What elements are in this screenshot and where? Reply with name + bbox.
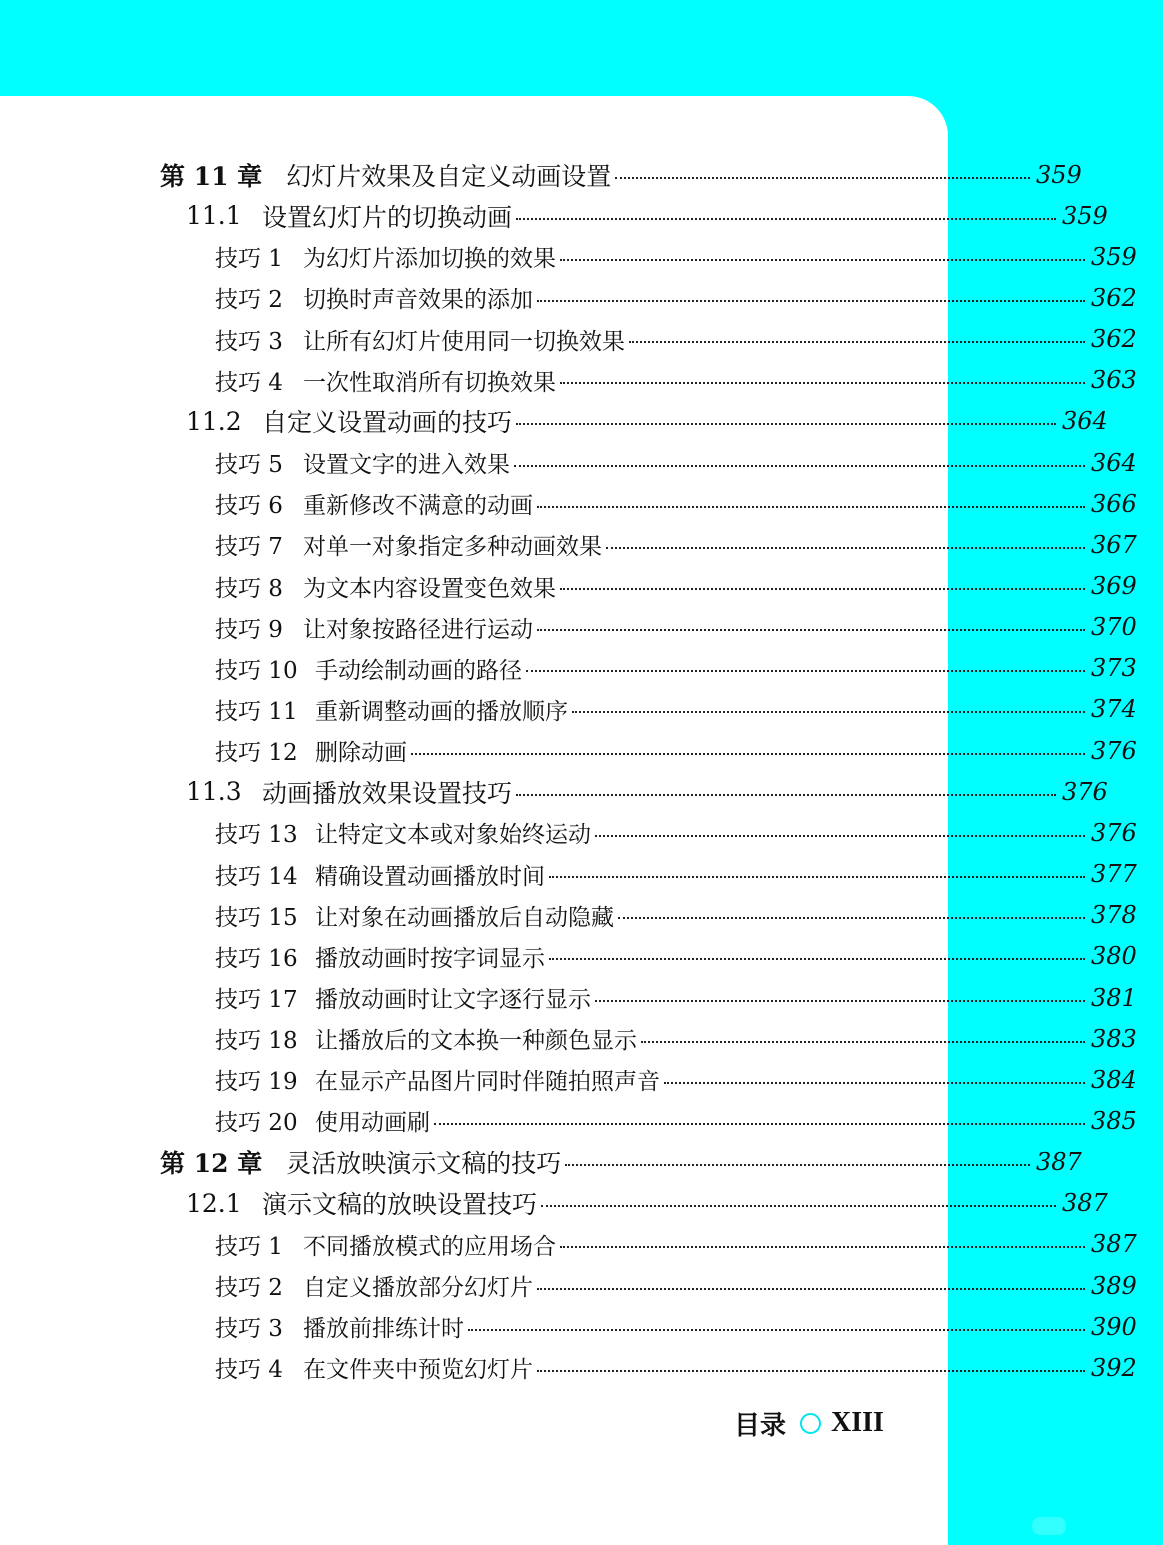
entry-number: 技巧 3 xyxy=(215,328,283,355)
entry-page-number: 373 xyxy=(1091,654,1137,683)
entry-page-number: 387 xyxy=(1036,1148,1082,1177)
entry-title: 让播放后的文本换一种颜色显示 xyxy=(315,1028,637,1055)
toc-tip-row[interactable] xyxy=(0,977,1163,1018)
entry-page-number: 376 xyxy=(1091,736,1137,765)
circle-icon xyxy=(800,1413,821,1434)
entry-page-number: 369 xyxy=(1091,572,1137,600)
entry-title: 幻灯片效果及自定义动画设置 xyxy=(286,161,612,191)
entry-title: 删除动画 xyxy=(315,740,407,767)
entry-title: 一次性取消所有切换效果 xyxy=(303,369,556,396)
entry-title: 切换时声音效果的添加 xyxy=(303,287,533,314)
dot-leader xyxy=(549,958,1085,960)
entry-page-number: 380 xyxy=(1091,942,1137,971)
entry-number: 技巧 1 xyxy=(215,246,283,273)
entry-page-number: 362 xyxy=(1091,283,1137,312)
entry-title: 动画播放效果设置技巧 xyxy=(262,778,513,808)
entry-title: 让对象按路径进行运动 xyxy=(303,616,533,643)
entry-page-number: 366 xyxy=(1091,489,1137,518)
toc-tip-row[interactable] xyxy=(0,566,1163,607)
entry-page-number: 384 xyxy=(1091,1065,1137,1094)
entry-title: 精确设置动画播放时间 xyxy=(315,863,545,890)
entry-number: 技巧 5 xyxy=(215,452,283,479)
entry-title: 不同播放模式的应用场合 xyxy=(303,1233,556,1260)
entry-number: 第 11 章 xyxy=(160,161,263,191)
entry-number: 技巧 2 xyxy=(215,1275,283,1302)
entry-page-number: 359 xyxy=(1062,201,1108,230)
toc-tip-row[interactable] xyxy=(0,483,1163,524)
entry-number: 技巧 15 xyxy=(215,904,298,931)
toc-section-row[interactable] xyxy=(0,401,1134,442)
entry-page-number: 376 xyxy=(1062,777,1108,806)
entry-title: 播放动画时让文字逐行显示 xyxy=(315,987,591,1013)
toc-tip-row[interactable] xyxy=(0,648,1163,689)
toc-tip-row[interactable] xyxy=(0,277,1163,318)
dot-leader xyxy=(549,876,1085,878)
book-page xyxy=(0,96,1137,1545)
toc-tip-row[interactable] xyxy=(0,442,1163,483)
entry-page-number: 364 xyxy=(1062,407,1108,436)
entry-page-number: 377 xyxy=(1091,860,1137,889)
dot-leader xyxy=(641,1041,1085,1043)
dot-leader xyxy=(541,1205,1056,1207)
toc-tip-row[interactable] xyxy=(0,895,1163,936)
entry-page-number: 390 xyxy=(1091,1312,1137,1341)
toc-tip-row[interactable] xyxy=(0,936,1163,977)
toc-tip-row[interactable] xyxy=(0,607,1163,648)
dot-leader xyxy=(560,588,1085,590)
entry-title: 为文本内容设置变色效果 xyxy=(303,575,556,602)
entry-title: 播放前排练计时 xyxy=(303,1316,464,1343)
dot-leader xyxy=(560,382,1085,384)
page-footer xyxy=(734,1403,884,1443)
dot-leader xyxy=(537,1370,1085,1372)
toc-tip-row[interactable] xyxy=(0,730,1163,771)
toc-tip-row[interactable] xyxy=(0,1347,1163,1388)
entry-number: 技巧 10 xyxy=(215,657,298,684)
entry-page-number: 364 xyxy=(1091,448,1137,477)
entry-number: 技巧 18 xyxy=(215,1028,298,1055)
dot-leader xyxy=(434,1123,1085,1125)
entry-number: 技巧 20 xyxy=(215,1110,298,1137)
entry-page-number: 367 xyxy=(1091,530,1137,559)
entry-page-number: 387 xyxy=(1062,1189,1108,1218)
entry-number: 技巧 4 xyxy=(215,1357,283,1384)
page-number: XIII xyxy=(831,1407,884,1438)
dot-leader xyxy=(537,629,1085,631)
entry-title: 手动绘制动画的路径 xyxy=(315,657,522,684)
entry-title: 使用动画刷 xyxy=(315,1110,430,1137)
entry-number: 技巧 14 xyxy=(215,863,298,890)
dot-leader xyxy=(595,1000,1085,1002)
toc-section-row[interactable] xyxy=(0,1183,1134,1224)
dot-leader xyxy=(537,300,1085,302)
entry-page-number: 383 xyxy=(1091,1024,1137,1053)
entry-number: 技巧 11 xyxy=(215,698,298,725)
entry-page-number: 381 xyxy=(1091,983,1137,1012)
toc-tip-row[interactable] xyxy=(0,854,1163,895)
entry-title: 在文件夹中预览幻灯片 xyxy=(303,1357,533,1384)
dot-leader xyxy=(516,423,1056,425)
dot-leader xyxy=(411,753,1085,755)
entry-title: 为幻灯片添加切换的效果 xyxy=(303,246,556,273)
toc-tip-row[interactable] xyxy=(0,1306,1163,1347)
entry-page-number: 374 xyxy=(1091,695,1137,724)
dot-leader xyxy=(664,1082,1085,1084)
toc-tip-row[interactable] xyxy=(0,812,1163,853)
dot-leader xyxy=(595,835,1085,837)
entry-page-number: 389 xyxy=(1091,1271,1137,1300)
dot-leader xyxy=(537,1288,1085,1290)
entry-number: 技巧 19 xyxy=(215,1069,298,1096)
dot-leader xyxy=(514,465,1085,467)
footer-label: 目录 xyxy=(734,1410,787,1441)
dot-leader xyxy=(560,1246,1085,1248)
toc-tip-row[interactable] xyxy=(0,1224,1163,1265)
entry-number: 11.3 xyxy=(186,777,242,807)
entry-title: 重新调整动画的播放顺序 xyxy=(315,698,568,725)
entry-number: 技巧 13 xyxy=(215,822,298,849)
entry-page-number: 362 xyxy=(1091,325,1137,354)
watermark-badge xyxy=(1032,1517,1066,1535)
entry-number: 技巧 6 xyxy=(215,493,283,520)
entry-number: 11.2 xyxy=(186,406,242,436)
toc-section-row[interactable] xyxy=(0,771,1134,812)
entry-page-number: 385 xyxy=(1091,1106,1137,1135)
toc-tip-row[interactable] xyxy=(0,360,1163,401)
entry-page-number: 376 xyxy=(1091,818,1137,847)
toc-section-row[interactable] xyxy=(0,195,1134,236)
toc-tip-row[interactable] xyxy=(0,1265,1163,1306)
dot-leader xyxy=(537,506,1085,508)
entry-title: 让特定文本或对象始终运动 xyxy=(315,822,591,849)
entry-number: 技巧 2 xyxy=(215,287,283,314)
entry-number: 技巧 1 xyxy=(215,1233,283,1260)
dot-leader xyxy=(572,711,1085,713)
dot-leader xyxy=(526,670,1085,672)
toc-tip-row[interactable] xyxy=(0,1018,1163,1059)
entry-number: 技巧 17 xyxy=(215,987,298,1013)
dot-leader xyxy=(516,794,1056,796)
entry-number: 技巧 4 xyxy=(215,369,283,396)
entry-page-number: 363 xyxy=(1091,366,1137,395)
entry-number: 技巧 9 xyxy=(215,616,283,643)
toc-chapter-row[interactable] xyxy=(0,1142,1108,1183)
entry-page-number: 370 xyxy=(1091,613,1137,642)
entry-title: 自定义设置动画的技巧 xyxy=(262,408,513,438)
entry-title: 演示文稿的放映设置技巧 xyxy=(262,1190,538,1220)
entry-number: 12.1 xyxy=(186,1188,242,1218)
entry-page-number: 387 xyxy=(1091,1230,1137,1259)
toc-tip-row[interactable] xyxy=(0,236,1163,277)
entry-page-number: 378 xyxy=(1091,901,1137,930)
entry-title: 灵活放映演示文稿的技巧 xyxy=(286,1149,562,1179)
entry-number: 11.1 xyxy=(186,201,242,231)
dot-leader xyxy=(629,341,1085,343)
entry-title: 设置文字的进入效果 xyxy=(303,452,510,479)
entry-number: 技巧 16 xyxy=(215,945,298,972)
entry-title: 设置幻灯片的切换动画 xyxy=(262,202,513,232)
entry-title: 对单一对象指定多种动画效果 xyxy=(303,534,602,561)
entry-title: 让对象在动画播放后自动隐藏 xyxy=(315,904,614,931)
entry-number: 技巧 7 xyxy=(215,534,283,561)
dot-leader xyxy=(618,917,1085,919)
entry-title: 播放动画时按字词显示 xyxy=(315,945,545,972)
toc-tip-row[interactable] xyxy=(0,1100,1163,1141)
entry-title: 让所有幻灯片使用同一切换效果 xyxy=(303,328,625,355)
dot-leader xyxy=(468,1329,1085,1331)
toc-tip-row[interactable] xyxy=(0,524,1163,565)
dot-leader xyxy=(560,259,1085,261)
toc-tip-row[interactable] xyxy=(0,689,1163,730)
dot-leader xyxy=(606,547,1085,549)
entry-title: 重新修改不满意的动画 xyxy=(303,493,533,520)
entry-page-number: 392 xyxy=(1091,1353,1137,1382)
entry-title: 在显示产品图片同时伴随拍照声音 xyxy=(315,1069,660,1096)
toc-tip-row[interactable] xyxy=(0,1059,1163,1100)
dot-leader xyxy=(615,177,1030,179)
entry-number: 技巧 3 xyxy=(215,1316,283,1343)
entry-title: 自定义播放部分幻灯片 xyxy=(303,1275,533,1302)
toc-tip-row[interactable] xyxy=(0,319,1163,360)
entry-number: 第 12 章 xyxy=(160,1149,263,1179)
dot-leader xyxy=(565,1164,1030,1166)
dot-leader xyxy=(516,218,1056,220)
entry-page-number: 359 xyxy=(1036,160,1082,189)
entry-number: 技巧 12 xyxy=(215,740,298,767)
entry-page-number: 359 xyxy=(1091,242,1137,271)
toc-chapter-row[interactable] xyxy=(0,154,1108,195)
entry-number: 技巧 8 xyxy=(215,575,283,602)
